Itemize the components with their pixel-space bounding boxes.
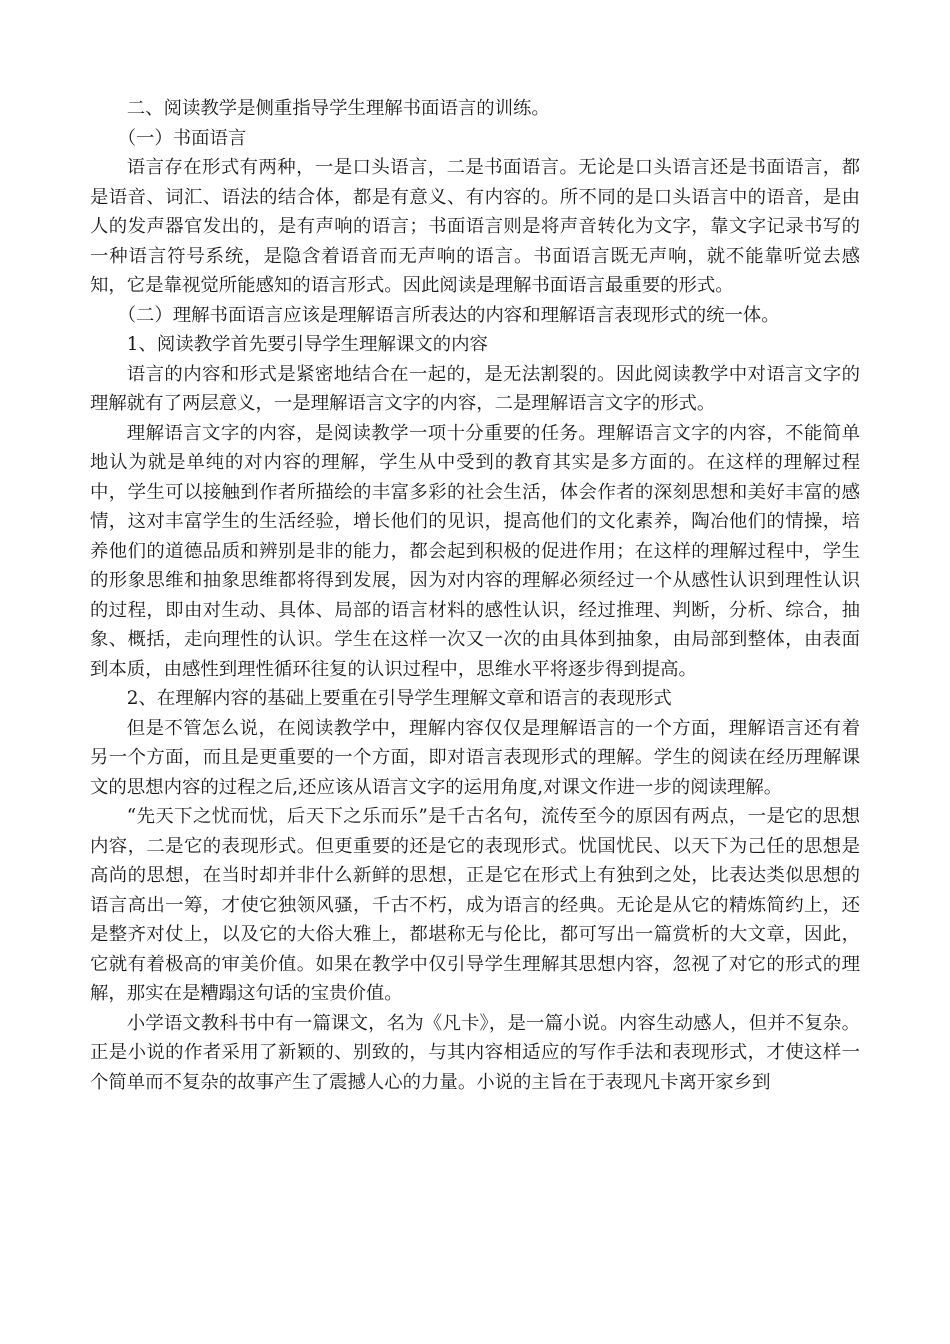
paragraph: 语言的内容和形式是紧密地结合在一起的，是无法割裂的。因此阅读教学中对语言文字的理解就有了两层意义，一是理解语言文字的内容，二是理解语言文字的形式。 <box>90 363 860 414</box>
point-heading: 2、在理解内容的基础上要重在引导学生理解文章和语言的表现形式 <box>126 688 672 709</box>
subsection-heading: （一）书面语言 <box>117 127 247 149</box>
point-heading: 1、阅读教学首先要引导学生理解课文的内容 <box>126 334 488 355</box>
paragraph: 理解语言文字的内容，是阅读教学一项十分重要的任务。理解语言文字的内容，不能简单地认为就是单纯的对内容的理解，学生从中受到的教育其实是多方面的。在这样的理解过程中，学生可以接触到作者所描绘的丰富多彩的社会生活，体会作者的深刻思想和美好丰富的感情，这对丰富学生的生活经验，增长他们的见识，提高他们的文化素养，陶冶他们的情操，培养他们的道德品质和辨别是非的能力，都会起到积极的促进作用；在这样的理解过程中，学生的形象思维和抽象思维都将得到发展，因为对内容的理解必须经过一个从感性认识到理性认识的过程，即由对生动、具体、局部的语言材料的感性认识，经过推理、判断，分析、综合，抽象、概括，走向理性的认识。学生在这样一次又一次的由具体到抽象，由局部到整体，由表面到本质，由感性到理性循环往复的认识过程中，思维水平将逐步得到提高。 <box>90 422 860 680</box>
paragraph: 小学语文教科书中有一篇课文，名为《凡卡》，是一篇小说。内容生动感人，但并不复杂。正是小说的作者采用了新颖的、别致的，与其内容相适应的写作手法和表现形式，才使这样一个简单而不复杂的故事产生了震撼人心的力量。小说的主旨在于表现凡卡离开家乡到 <box>90 1012 860 1093</box>
document-page <box>90 94 860 1097</box>
paragraph: 但是不管怎么说，在阅读教学中，理解内容仅仅是理解语言的一个方面，理解语言还有着另一个方面，而且是更重要的一个方面，即对语言表现形式的理解。学生的阅读在经历理解课文的思想内容的过程之后,还应该从语言文字的运用角度,对课文作进一步的阅读理解。 <box>90 717 860 798</box>
paragraph: 语言存在形式有两种，一是口头语言，二是书面语言。无论是口头语言还是书面语言，都是语音、词汇、语法的结合体，都是有意义、有内容的。所不同的是口头语言中的语音，是由人的发声器官发出的，是有声响的语言；书面语言则是将声音转化为文字，靠文字记录书写的一种语言符号系统，是隐含着语音而无声响的语言。书面语言既无声响，就不能靠听觉去感知，它是靠视觉所能感知的语言形式。因此阅读是理解书面语言最重要的形式。 <box>90 157 860 296</box>
section-heading: 二、阅读教学是侧重指导学生理解书面语言的训练。 <box>126 98 550 119</box>
paragraph: “先天下之忧而忧，后天下之乐而乐”是千古名句，流传至今的原因有两点，一是它的思想内容，二是它的表现形式。但更重要的还是它的表现形式。忧国忧民、以天下为己任的思想是高尚的思想，在当时却并非什么新鲜的思想，正是它在形式上有独到之处，比表达类似思想的语言高出一筹，才使它独领风骚，千古不朽，成为语言的经典。无论是从它的精炼简约上，还是整齐对仗上，以及它的大俗大雅上，都堪称无与伦比，都可写出一篇赏析的大文章，因此，它就有着极高的审美价值。如果在教学中仅引导学生理解其思想内容，忽视了对它的形式的理解，那实在是糟蹋这句话的宝贵价值。 <box>90 806 860 1004</box>
subsection-heading: （二）理解书面语言应该是理解语言所表达的内容和理解语言表现形式的统一体。 <box>117 304 780 326</box>
